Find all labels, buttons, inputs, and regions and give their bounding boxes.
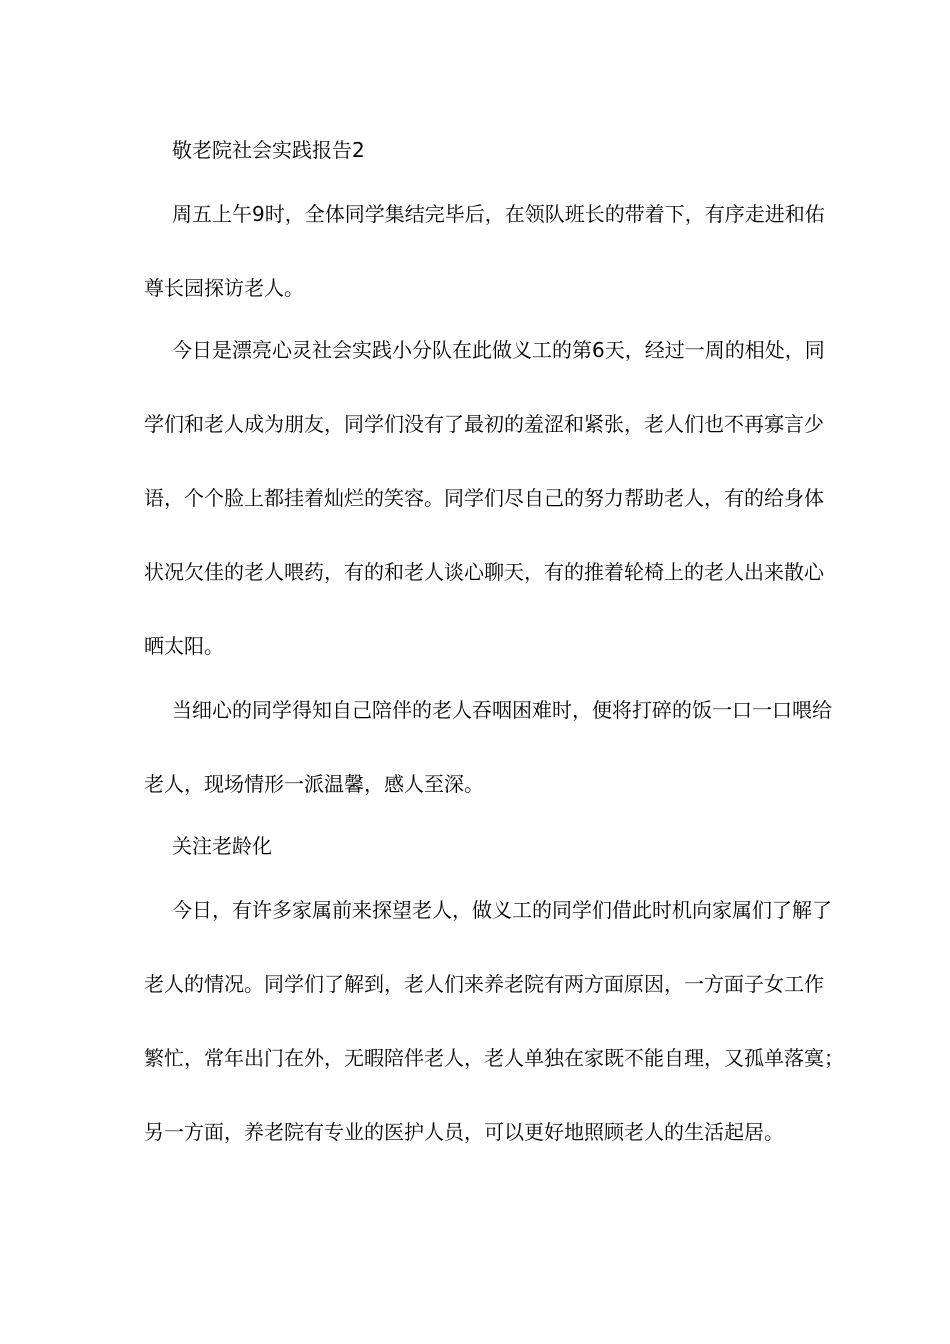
paragraph-line: 晒太阳。: [144, 634, 224, 658]
paragraph-line: 尊长园探访老人。: [144, 276, 304, 300]
paragraph-line: 周五上午9时，全体同学集结完毕后，在领队班长的带着下，有序走进和佑: [172, 202, 825, 226]
paragraph-line: 老人，现场情形一派温馨，感人至深。: [144, 772, 484, 796]
paragraph-line: 当细心的同学得知自己陪伴的老人吞咽困难时，便将打碎的饭一口一口喂给: [172, 698, 832, 722]
paragraph-line: 繁忙，常年出门在外，无暇陪伴老人，老人单独在家既不能自理，又孤单落寞；: [144, 1046, 844, 1070]
paragraph-line: 今日是漂亮心灵社会实践小分队在此做义工的第6天，经过一周的相处，同: [172, 338, 825, 362]
paragraph-line: 另一方面，养老院有专业的医护人员，可以更好地照顾老人的生活起居。: [144, 1120, 784, 1144]
paragraph-line: 老人的情况。同学们了解到，老人们来养老院有两方面原因，一方面子女工作: [144, 972, 824, 996]
paragraph-line: 状况欠佳的老人喂药，有的和老人谈心聊天，有的推着轮椅上的老人出来散心: [144, 560, 824, 584]
paragraph-line: 学们和老人成为朋友，同学们没有了最初的羞涩和紧张，老人们也不再寡言少: [144, 412, 824, 436]
paragraph-line: 今日，有许多家属前来探望老人，做义工的同学们借此时机向家属们了解了: [172, 898, 832, 922]
section-heading: 关注老龄化: [172, 834, 272, 858]
paragraph-line: 语，个个脸上都挂着灿烂的笑容。同学们尽自己的努力帮助老人，有的给身体: [144, 486, 824, 510]
document-title: 敬老院社会实践报告2: [172, 138, 365, 162]
